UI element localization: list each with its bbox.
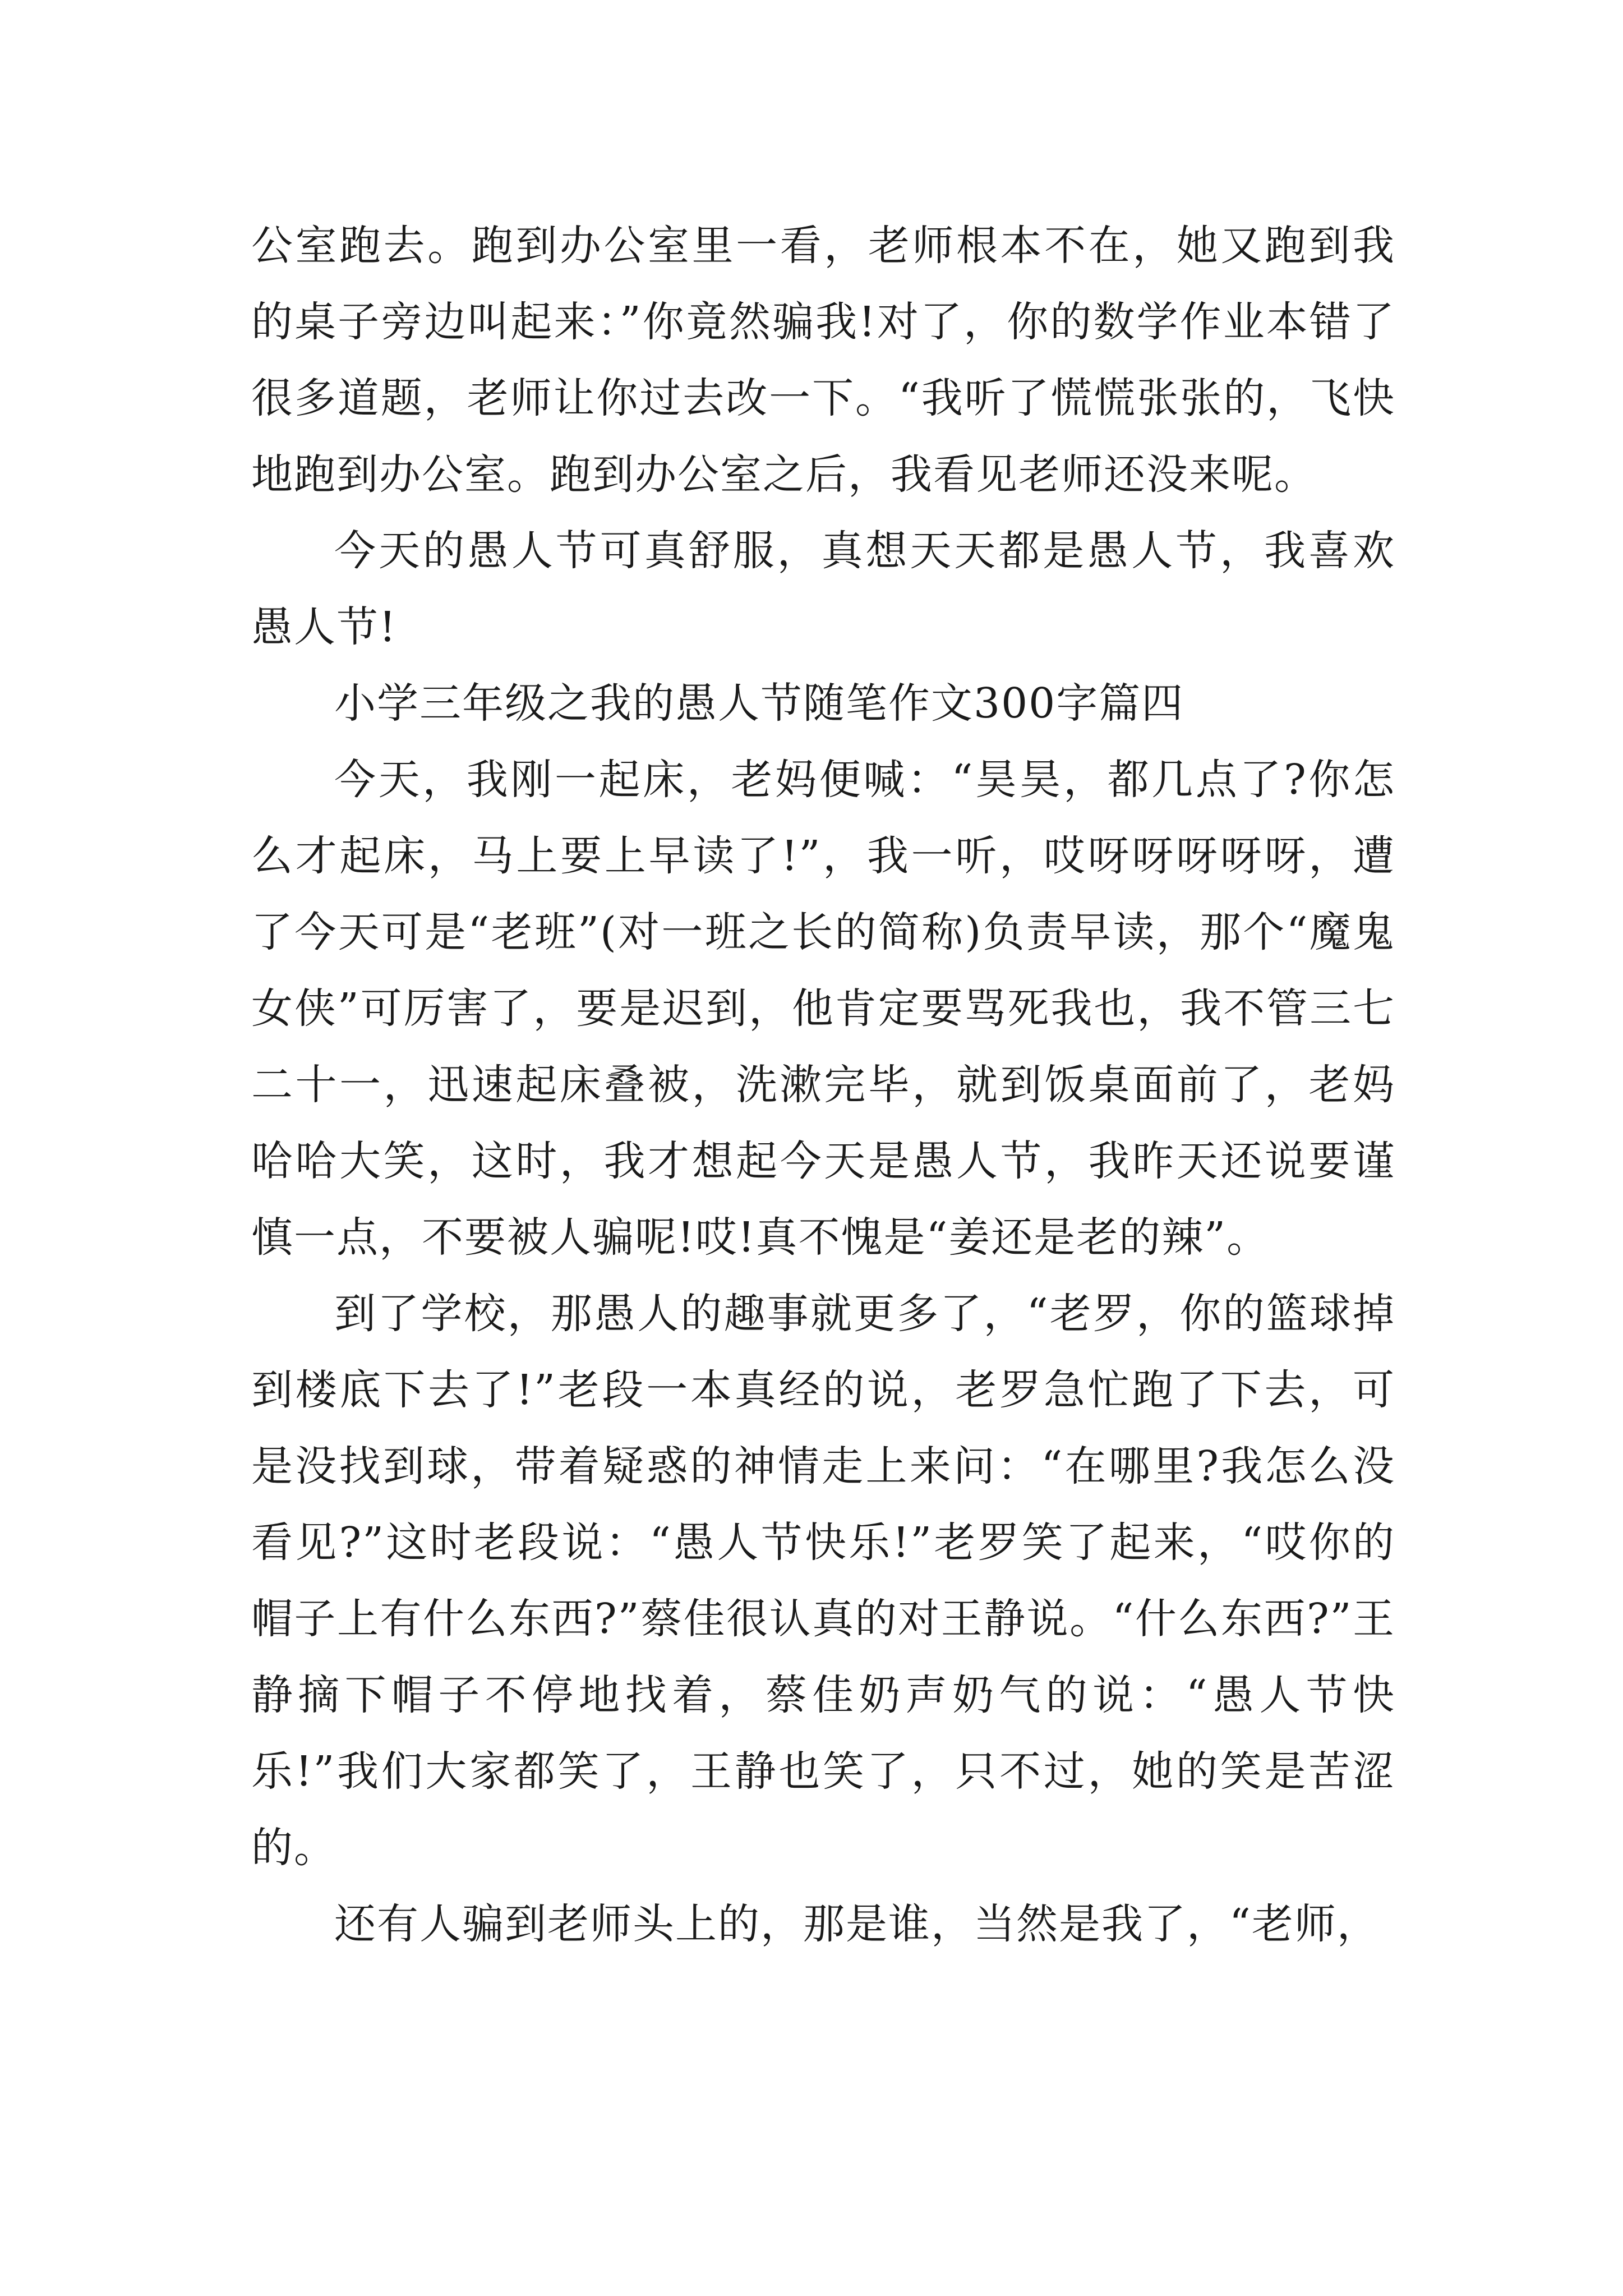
document-body (251, 208, 1395, 1962)
paragraph-teacher: 还有人骗到老师头上的，那是谁，当然是我了，“老师， (334, 1900, 1380, 1948)
paragraph-school: 到了学校，那愚人的趣事就更多了，“老罗，你的篮球掉到楼底下去了!”老段一本真经的说，老罗急忙跑了下去，可是没找到球，带着疑惑的神情走上来问：“在哪里?我怎么没看见?”这时老段说：“愚人节快乐!”老罗笑了起来，“哎你的帽子上有什么东西?”蔡佳很认真的对王静说。“什么东西?”王静摘下帽子不停地找着，蔡佳奶声奶气的说：“愚人节快乐!”我们大家都笑了，王静也笑了，只不过，她的笑是苦涩的。 (251, 1290, 1395, 1872)
paragraph-closing: 今天的愚人节可真舒服，真想天天都是愚人节，我喜欢愚人节! (251, 527, 1395, 651)
section-heading: 小学三年级之我的愚人节随笔作文300字篇四 (334, 679, 1184, 728)
paragraph-continuation: 公室跑去。跑到办公室里一看，老师根本不在，她又跑到我的桌子旁边叫起来：”你竟然骗我!对了，你的数学作业本错了很多道题，老师让你过去改一下。“我听了慌慌张张的，飞快地跑到办公室。跑到办公室之后，我看见老师还没来呢。 (251, 222, 1395, 499)
paragraph-morning: 今天，我刚一起床，老妈便喊：“昊昊，都几点了?你怎么才起床，马上要上早读了!”，我一听，哎呀呀呀呀呀，遭了今天可是“老班”(对一班之长的简称)负责早读，那个“魔鬼女侠”可厉害了，要是迟到，他肯定要骂死我也，我不管三七二十一，迅速起床叠被，洗漱完毕，就到饭桌面前了，老妈哈哈大笑，这时，我才想起今天是愚人节，我昨天还说要谨慎一点，不要被人骗呢!哎!真不愧是“姜还是老的辣”。 (251, 756, 1395, 1262)
